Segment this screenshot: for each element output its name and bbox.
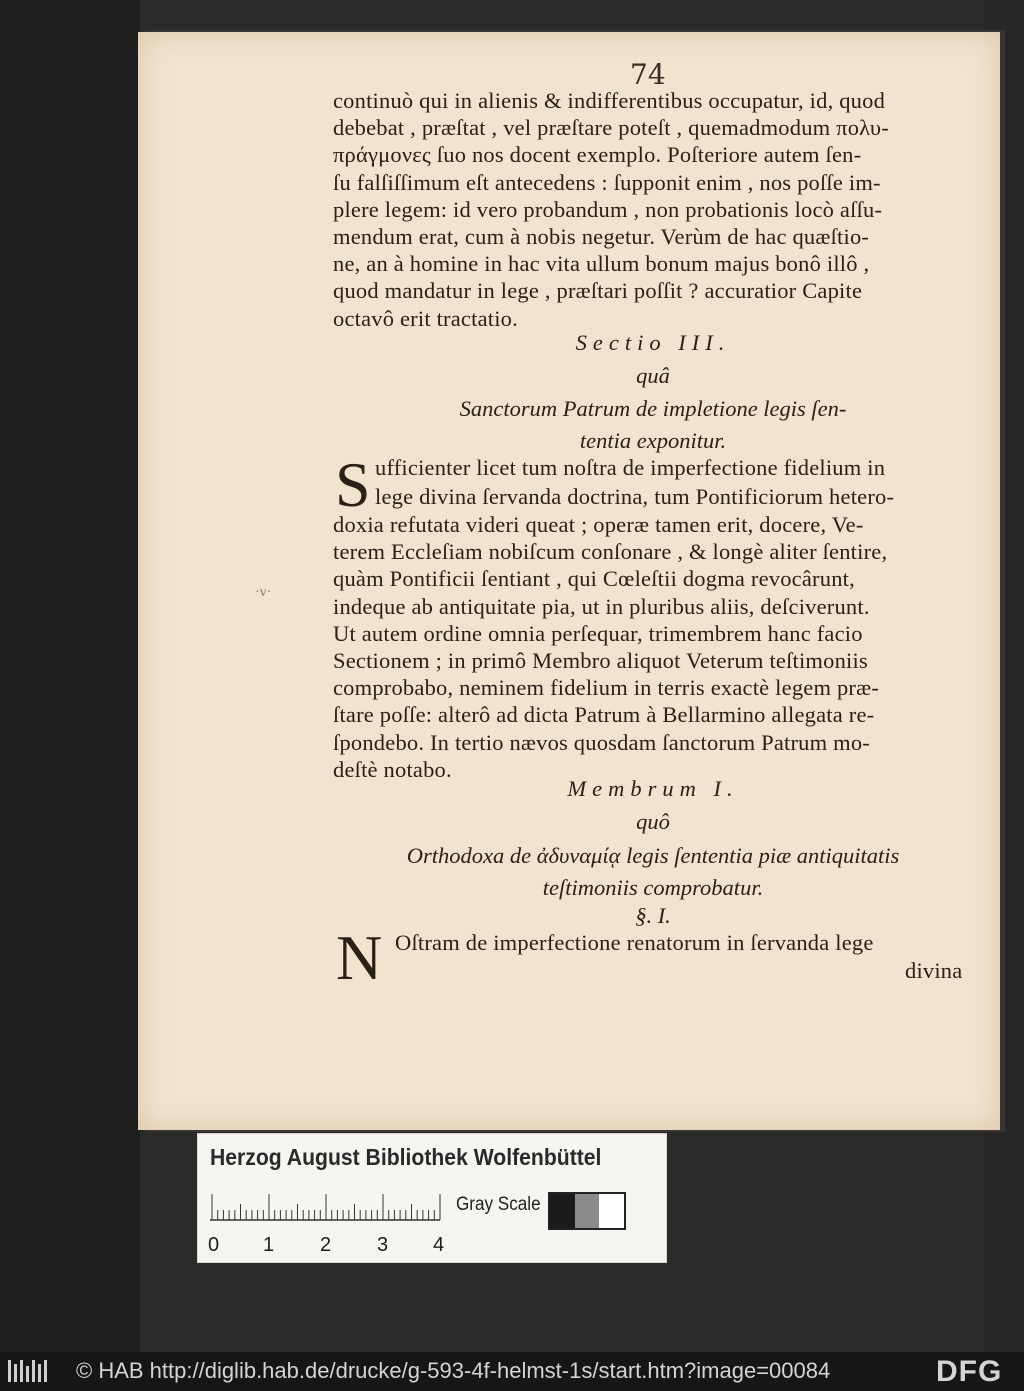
member-title-line-2: teſtimoniis comprobatur.: [542, 875, 764, 900]
body-line: ſu falſiſſimum eſt antecedens : ſupponit enim , nos poſſe im-: [333, 169, 881, 195]
member-quo: quô: [636, 809, 670, 834]
gray-swatch-mid: [575, 1194, 600, 1228]
para2-line-1: ufficienter licet tum noſtra de imperfectione fidelium in: [375, 455, 886, 480]
body-line: debebat , præſtat , vel præſtare poteſt , quemadmodum πολυ-: [333, 115, 889, 141]
para2-line-2: lege divina ſervanda doctrina, tum Pontificiorum hetero-: [375, 484, 895, 509]
member-title-line-1: Orthodoxa de ἀδυναμίᾳ legis ſententia piæ antiquitatis: [406, 843, 900, 868]
para2-body-line: Sectionem ; in primô Membro aliquot Veterum teſtimoniis: [333, 648, 868, 673]
section-title-line-1: Sanctorum Patrum de impletione legis ſen-: [459, 396, 847, 421]
body-line: mendum erat, cum à nobis negetur. Verùm de hac quæſtio-: [333, 224, 870, 249]
para2-body-line: terem Eccleſiam nobiſcum conſonare , & longè aliter ſentire,: [333, 539, 888, 565]
ruler-number-3: 3: [377, 1234, 389, 1256]
section-qua: quâ: [636, 363, 670, 388]
body-line: plere legem: id vero probandum , non probationis locò aſſu-: [333, 196, 883, 222]
para2-body-line: indeque ab antiquitate pia, ut in pluribus aliis, deſciverunt.: [333, 593, 870, 619]
library-label-card: [197, 1133, 667, 1263]
library-name: Herzog August Bibliothek Wolfenbüttel: [210, 1144, 602, 1170]
body-line: continuò qui in alienis & indifferentibus occupatur, id, quod: [333, 88, 886, 113]
para2-body-line: doxia refutata videri queat ; operæ tamen erit, docere, Ve-: [333, 512, 864, 537]
dropcap-n: N: [336, 922, 383, 993]
page-number: 74: [630, 58, 666, 91]
section-heading: Sectio III.: [575, 330, 731, 355]
ruler-number-0: 0: [208, 1234, 220, 1256]
dfg-logo: DFG: [936, 1355, 1003, 1388]
copyright-url[interactable]: © HAB http://diglib.hab.de/drucke/g-593-4f-helmst-1s/start.htm?image=00084: [76, 1358, 831, 1383]
ruler-number-4: 4: [433, 1234, 445, 1256]
margin-mark: ·v·: [255, 585, 272, 600]
dropcap-s: S: [335, 449, 371, 520]
member-heading: Membrum I.: [567, 776, 739, 801]
body-line: ne, an à homine in hac vita ullum bonum majus bonô illô ,: [333, 251, 870, 277]
body-line: octavô erit tractatio.: [333, 305, 518, 331]
ruler-number-2: 2: [320, 1234, 332, 1256]
para3-line-1: Oſtram de imperfectione renatorum in ſervanda lege: [395, 930, 874, 955]
paragraph-mark: §. I.: [635, 903, 671, 928]
para2-body-line: deſtè notabo.: [333, 756, 452, 782]
para2-body-line: comprobabo, neminem fidelium in terris exactè legem præ-: [333, 675, 880, 701]
footer-bar: [0, 1352, 1024, 1391]
measurement-ruler: [210, 1194, 442, 1228]
para2-body-line: quàm Pontificii ſentiant , qui Cœleſtii dogma revocârunt,: [333, 566, 855, 592]
ruler-number-1: 1: [263, 1234, 275, 1256]
body-line: πράγμονες ſuo nos docent exemplo. Poſteriore autem ſen-: [333, 142, 862, 168]
body-line: quod mandatur in lege , præſtari poſſit ? accuratior Capite: [333, 278, 863, 304]
gray-swatch-black: [550, 1194, 575, 1228]
para2-body-line: ſpondebo. In tertio nævos quosdam ſanctorum Patrum mo-: [333, 729, 870, 755]
section-title-line-2: tentia exponitur.: [579, 428, 727, 453]
gray-swatch-white: [599, 1194, 624, 1228]
para2-body-line: ſtare poſſe: alterô ad dicta Patrum à Bellarmino allegata re-: [333, 702, 875, 728]
catchword: divina: [905, 958, 963, 983]
para2-body-line: Ut autem ordine omnia perſequar, trimembrem hanc facio: [333, 620, 863, 646]
gray-scale-swatch: [548, 1192, 626, 1230]
scan-background-left: [0, 0, 140, 1391]
gray-scale-label: Gray Scale: [456, 1194, 541, 1215]
hab-logo-icon: [6, 1356, 48, 1386]
